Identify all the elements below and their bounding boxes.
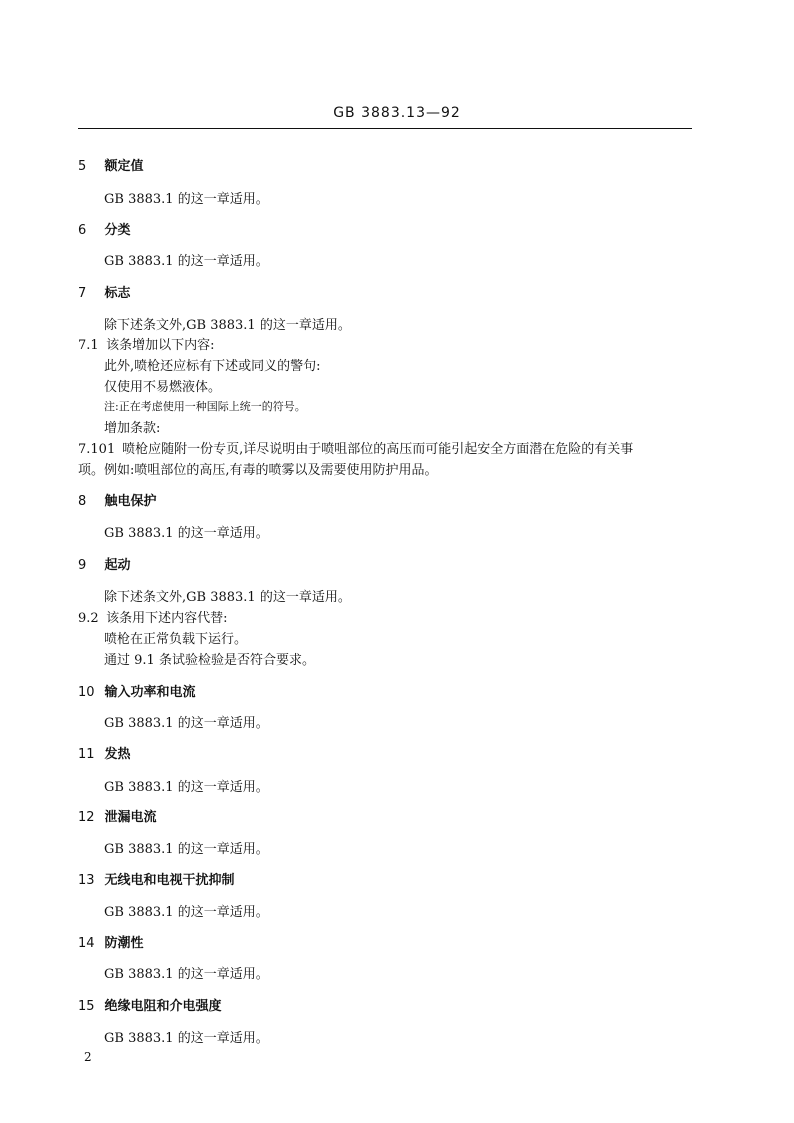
section-title: 发热 — [104, 747, 131, 762]
section-12-heading — [78, 806, 157, 825]
clause-9-2-para-1: 喷枪在正常负载下运行。 — [104, 632, 248, 647]
section-10-body: GB 3883.1 的这一章适用。 — [104, 716, 269, 731]
clause-7-101 — [78, 438, 633, 457]
clause-9-2 — [78, 607, 228, 626]
clause-text: 该条增加以下内容: — [106, 338, 215, 353]
section-title: 额定值 — [104, 159, 144, 174]
section-number: 15 — [78, 999, 95, 1014]
clause-text: 喷枪应随附一份专页,详尽说明由于喷咀部位的高压而可能引起安全方面潜在危险的有关事 — [122, 442, 634, 457]
section-title: 输入功率和电流 — [104, 685, 196, 700]
clause-7-1-para-3: 增加条款: — [104, 421, 161, 436]
section-title: 防潮性 — [104, 936, 144, 951]
section-number: 5 — [78, 159, 87, 174]
section-title: 标志 — [104, 286, 131, 301]
section-number: 10 — [78, 685, 95, 700]
section-15-body: GB 3883.1 的这一章适用。 — [104, 1031, 269, 1046]
section-number: 11 — [78, 747, 95, 762]
section-14-heading — [78, 932, 144, 951]
section-number: 8 — [78, 494, 87, 509]
clause-7-1-note: 注:正在考虑使用一种国际上统一的符号。 — [104, 400, 306, 413]
clause-text: 该条用下述内容代替: — [106, 611, 228, 626]
section-title: 绝缘电阻和介电强度 — [104, 999, 222, 1014]
section-number: 13 — [78, 873, 95, 888]
section-8-heading — [78, 490, 157, 509]
section-title: 无线电和电视干扰抑制 — [104, 873, 235, 888]
section-15-heading — [78, 995, 222, 1014]
page-number: 2 — [84, 1050, 92, 1064]
section-9-heading — [78, 554, 131, 573]
section-13-heading — [78, 869, 235, 888]
section-11-body: GB 3883.1 的这一章适用。 — [104, 780, 269, 795]
section-title: 起动 — [104, 558, 131, 573]
section-8-body: GB 3883.1 的这一章适用。 — [104, 526, 269, 541]
section-number: 14 — [78, 936, 95, 951]
header-rule — [78, 128, 692, 129]
section-13-body: GB 3883.1 的这一章适用。 — [104, 905, 269, 920]
section-14-body: GB 3883.1 的这一章适用。 — [104, 967, 269, 982]
clause-number: 7.1 — [78, 338, 99, 353]
section-5-heading — [78, 155, 144, 174]
clause-7-101-continuation: 项。例如:喷咀部位的高压,有毒的喷雾以及需要使用防护用品。 — [78, 463, 438, 478]
clause-7-1-para-2: 仅使用不易燃液体。 — [104, 380, 222, 395]
section-title: 触电保护 — [104, 494, 157, 509]
document-code-header: GB 3883.13—92 — [333, 105, 461, 121]
clause-9-2-para-2: 通过 9.1 条试验检验是否符合要求。 — [104, 653, 315, 668]
clause-7-1 — [78, 334, 215, 353]
section-9-body: 除下述条文外,GB 3883.1 的这一章适用。 — [104, 590, 351, 605]
section-12-body: GB 3883.1 的这一章适用。 — [104, 842, 269, 857]
section-10-heading — [78, 681, 196, 700]
section-number: 7 — [78, 286, 87, 301]
clause-number: 9.2 — [78, 611, 99, 626]
section-7-heading — [78, 282, 131, 301]
section-6-heading — [78, 219, 131, 238]
section-number: 6 — [78, 223, 87, 238]
clause-7-1-para-1: 此外,喷枪还应标有下述或同义的警句: — [104, 359, 321, 374]
section-7-body: 除下述条文外,GB 3883.1 的这一章适用。 — [104, 318, 351, 333]
section-number: 9 — [78, 558, 87, 573]
section-title: 分类 — [104, 223, 131, 238]
clause-number: 7.101 — [78, 442, 116, 457]
section-number: 12 — [78, 810, 95, 825]
section-6-body: GB 3883.1 的这一章适用。 — [104, 254, 269, 269]
section-11-heading — [78, 743, 131, 762]
section-5-body: GB 3883.1 的这一章适用。 — [104, 192, 269, 207]
section-title: 泄漏电流 — [104, 810, 157, 825]
